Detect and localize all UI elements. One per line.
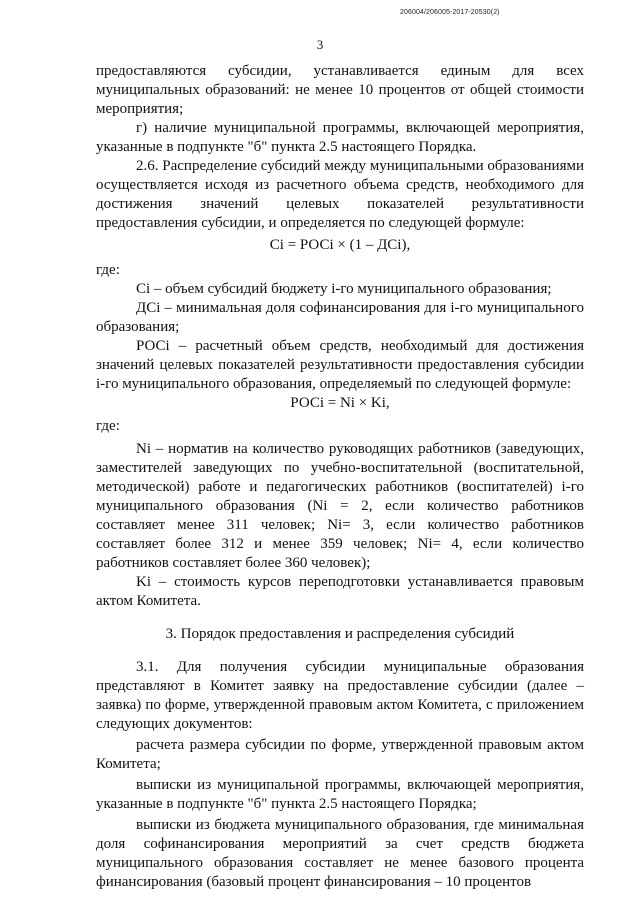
label-where-2: где: (96, 418, 120, 434)
def-dsi: ДСi – минимальная доля софинансирования для i-го муниципального образования; (96, 300, 584, 335)
para-continuation: предоставляются субсидии, устанавливается единым для всех муниципальных образований: не менее 10 процентов от общей стоимости мероприятия; (96, 63, 584, 117)
doc-item-1: расчета размера субсидии по форме, утвержденной правовым актом Комитета; (96, 737, 584, 772)
para-condition-g: г) наличие муниципальной программы, включающей мероприятия, указанные в подпункте "б" пункта 2.5 настоящего Порядка. (96, 120, 584, 155)
doc-item-3: выписки из бюджета муниципального образования, где минимальная доля софинансирования мероприятий за счет средств бюджета муниципального образования составляет не менее базового процента финансирования (базовый процент финансирования – 10 процентов (96, 817, 584, 890)
doc-item-2: выписки из муниципальной программы, включающей мероприятия, указанные в подпункте "б" пункта 2.5 настоящего Порядка; (96, 777, 584, 812)
label-where-1: где: (96, 262, 120, 278)
section-heading-3: 3. Порядок предоставления и распределения субсидий (165, 626, 515, 642)
document-id: 206004/206005-2017-20530(2) (400, 9, 500, 16)
para-3-1: 3.1. Для получения субсидии муниципальные образования представляют в Комитет заявку на предоставление субсидии (далее – заявка) по форме, утвержденной правовым актом Комитета, с приложением следующих документов: (96, 659, 584, 732)
def-rosi: РОСi – расчетный объем средств, необходимый для достижения значений целевых показателей результативности предоставления субсидии i-го муниципального образования, определяемый по следующей формуле: (96, 338, 584, 392)
document-body (96, 62, 584, 892)
formula-rosi: РОСi = Ni × Ki, (290, 395, 390, 411)
def-ci: Сi – объем субсидий бюджету i-го муниципального образования; (136, 281, 552, 297)
page-number: 3 (316, 37, 324, 52)
formula-ci: Сi = РОСi × (1 – ДСi), (269, 237, 411, 253)
def-ki: Ki – стоимость курсов переподготовки устанавливается правовым актом Комитета. (96, 574, 584, 609)
def-ni: Ni – норматив на количество руководящих работников (заведующих, заместителей заведующих по учебно-воспитательной (воспитательной, методической) работе и педагогических работников (воспитателей) i-го муниципального образования (Ni = 2, если количество работников составляет менее 311 человек; Ni= 3, если количество работников составляет более 312 и менее 359 человек; Ni= 4, если количество работников составляет более 360 человек); (96, 441, 584, 571)
para-2-6: 2.6. Распределение субсидий между муниципальными образованиями осуществляется исходя из расчетного объема средств, необходимого для достижения значений целевых показателей результативности предоставления субсидии, и определяется по следующей формуле: (96, 158, 584, 231)
